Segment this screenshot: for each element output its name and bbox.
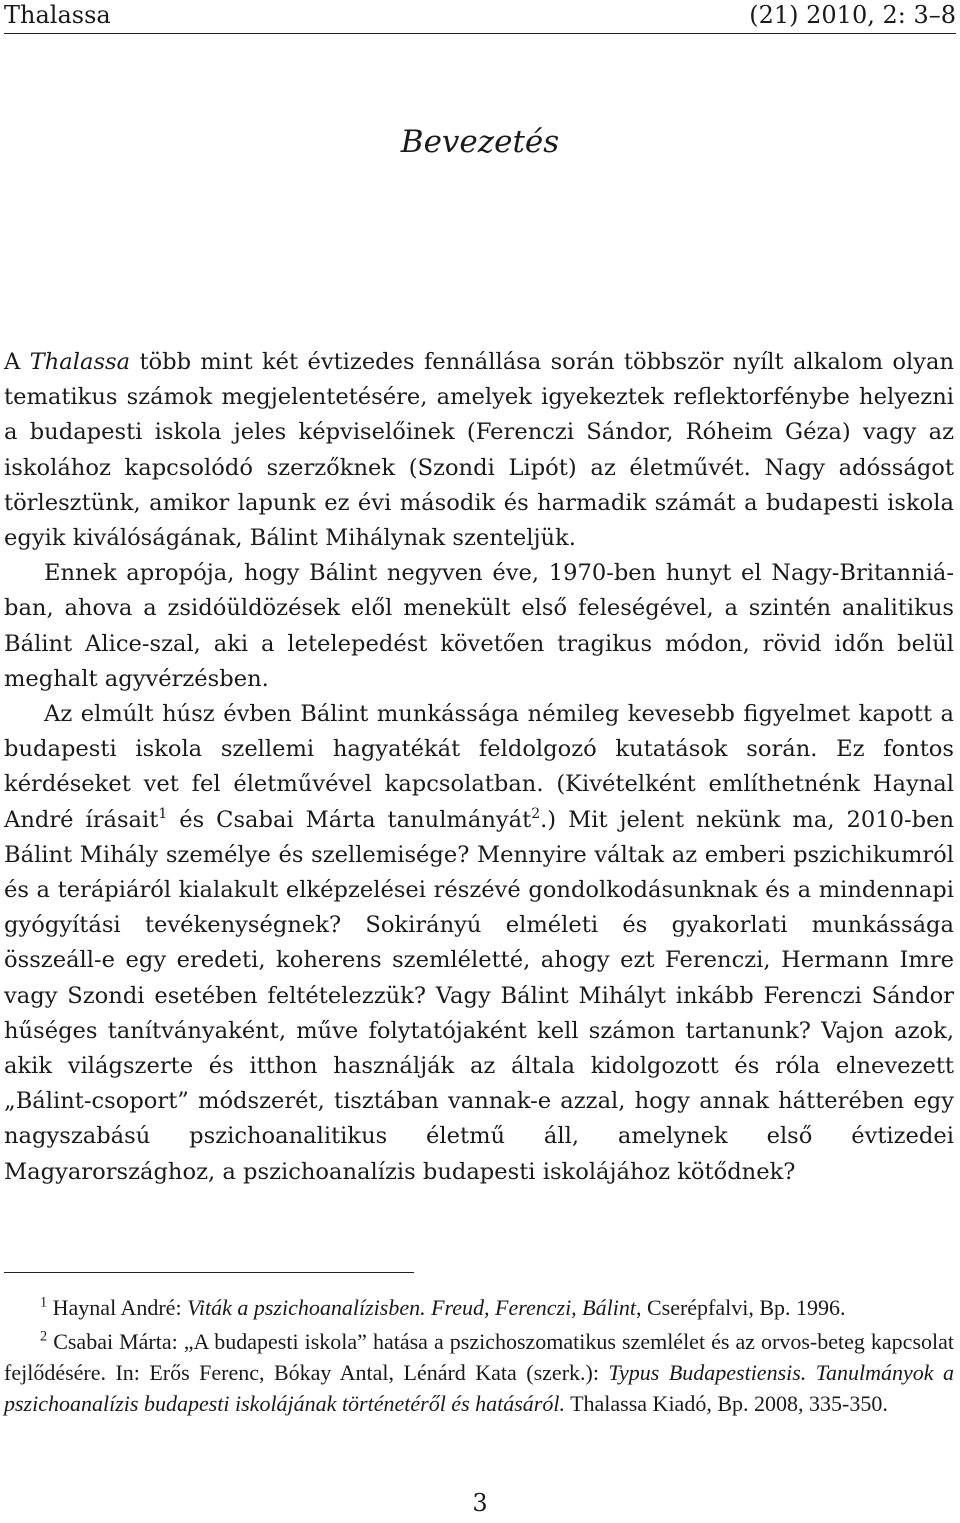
page-number: 3 <box>472 1489 488 1517</box>
footnotes <box>4 1292 954 1422</box>
footnote-1-number: 1 <box>40 1294 48 1311</box>
footnote-2-number: 2 <box>40 1328 48 1345</box>
paragraph-1-text-b: több mint két évtizedes fennállása során többször nyílt alkalom olyan tematikus számok megjelentetésére, amelyek igyekeztek reflektorfénybe helyezni a budapesti iskola jeles képviselőinek (Ferenczi Sándor, Róheim Géza) vagy az iskolához kapcsolódó szerzőknek (Szondi Lipót) az életművét. Nagy adósságot törlesztünk, amikor lapunk ez évi második és harmadik számát a budapesti iskola egyik kiválóságának, Bálint Mihálynak szenteljük. <box>4 349 955 552</box>
footnote-1 <box>4 1292 954 1323</box>
paragraph-3-text-a: Az elmúlt húsz évben Bálint munkássága némileg kevesebb figyelmet kapott a budapesti iskola szellemi hagyatékát feldolgozó kutatások során. Ez fontos kérdéseket vet fel életművével kapcsolatban. (Kivételként említhetnénk Haynal André írásait <box>4 701 954 833</box>
paragraph-1-text-a: A <box>4 349 30 375</box>
journal-name-italic: Thalassa <box>29 349 131 375</box>
footnote-divider <box>4 1272 414 1273</box>
journal-name: Thalassa <box>4 1 111 29</box>
running-header <box>4 0 956 34</box>
issue-citation: (21) 2010, 2: 3–8 <box>749 1 956 29</box>
footnote-1-text-b: , Cserépfalvi, Bp. 1996. <box>635 1295 846 1320</box>
paragraph-2: Ennek apropója, hogy Bálint negyven éve, 1970-ben hunyt el Nagy-Britanniában, ahova a zsidóüldözések elől menekült első feleségével, a szintén analitikus Bálint Alice-szal, aki a letelepedést követően tragikus módon, rövid időn belül meghalt agyvérzésben. <box>4 560 954 692</box>
paragraph-3-text-b: és Csabai Márta tanulmányát <box>167 806 532 833</box>
footnote-1-book-title: Viták a pszichoanalízisben. Freud, Ferenczi, Bálint <box>187 1295 636 1320</box>
footnote-ref-1[interactable]: 1 <box>158 805 168 822</box>
footnote-2-book-title: Typus Budapestiensis. Tanulmányok a pszichoanalízis budapesti iskolájának történetéről és hatásáról. <box>4 1360 954 1416</box>
footnote-2 <box>4 1326 954 1419</box>
paragraph-1 <box>4 345 954 556</box>
footnote-2-text-a: Csabai Márta: „A budapesti iskola” hatása a pszichoszomatikus szemlélet és az orvos-beteg kapcsolat fejlődésére. In: Erős Ferenc, Bókay Antal, Lénárd Kata (szerk.): <box>4 1329 954 1385</box>
footnote-ref-2[interactable]: 2 <box>531 805 541 822</box>
article-title: Bevezetés <box>400 124 560 160</box>
footnote-2-text-b: Thalassa Kiadó, Bp. 2008, 335-350. <box>564 1391 888 1416</box>
paragraph-3 <box>4 697 954 1190</box>
paragraph-3-text-c: .) Mit jelent nekünk ma, 2010-ben Bálint Mihály személye és szellemisége? Mennyire váltak az emberi pszichikumról és a terápiáról kialakult elképzelései részévé gondolkodásunknak és a mindennapi gyógyítási tevékenységnek? Sokirányú elméleti és gyakorlati munkássága összeáll-e egy eredeti, koherens szemléletté, ahogy ezt Ferenczi, Hermann Imre vagy Szondi esetében feltételezzük? Vagy Bálint Mihályt inkább Ferenczi Sándor hűséges tanítványaként, műve folytatójaként kell számon tartanunk? Vajon azok, akik világszerte és itthon használják az általa kidolgozott és róla elnevezett „Bálint-csoport” módszerét, tisztában vannak-e azzal, hogy annak hátterében egy nagyszabású pszichoanalitikus életmű áll, amelynek első évtizedei Magyarországhoz, a pszichoanalízis budapesti iskolájához kötődnek? <box>4 806 954 1185</box>
footnote-1-text-a: Haynal André: <box>47 1295 188 1320</box>
article-body <box>4 345 954 1190</box>
